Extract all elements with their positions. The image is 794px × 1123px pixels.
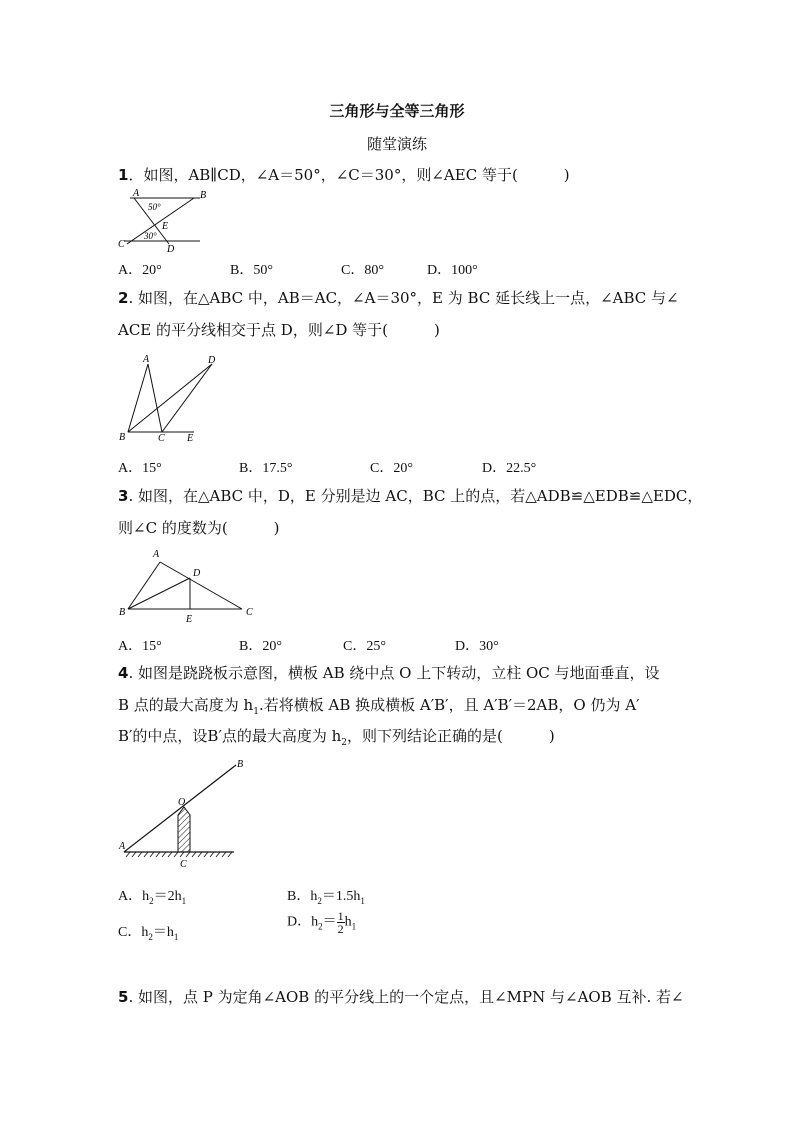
question-number: 2 xyxy=(118,289,129,307)
q3-option-a: A．15° xyxy=(118,639,162,654)
subscript: 2 xyxy=(341,738,348,748)
label-B: B xyxy=(119,432,126,443)
fraction-one-half: $\frac{1}{2}$ xyxy=(337,909,344,936)
answer-paren-close: ) xyxy=(273,519,280,537)
q3-option-b: B．20° xyxy=(239,639,282,654)
question-4-line-2 xyxy=(118,696,639,721)
answer-paren-close: ) xyxy=(563,166,570,184)
q4-option-b: B．$h_2=1.5h_1$ xyxy=(287,889,365,906)
question-3-line-2 xyxy=(118,519,280,537)
q2-figure xyxy=(114,352,220,444)
q2-option-d: D．22.5° xyxy=(482,461,537,476)
answer-paren-close: ) xyxy=(434,321,440,339)
label-A: A xyxy=(143,354,150,365)
label-B: B xyxy=(237,759,244,770)
question-text: ．如图，AB∥CD，∠A＝50°，∠C＝30°，则∠AEC 等于( xyxy=(128,166,518,184)
question-text: B′的中点，设B′点的最大高度为 h xyxy=(118,727,342,745)
page-title: 三角形与全等三角形 xyxy=(329,102,465,120)
q3-figure xyxy=(114,546,260,626)
label-A: A xyxy=(133,188,140,199)
label-C: C xyxy=(158,433,165,444)
q1-option-b: B．50° xyxy=(230,263,273,278)
label-B: B xyxy=(200,190,207,201)
q3-option-d: D．30° xyxy=(455,639,499,654)
q2-option-c: C．20° xyxy=(370,461,413,476)
question-5-line-1 xyxy=(118,988,684,1006)
subscript: 1 xyxy=(253,707,259,717)
question-text: 则∠C 的度数为( xyxy=(118,519,228,537)
question-text: . 如图是跷跷板示意图，横板 AB 绕中点 O 上下转动，立柱 OC 与地面垂直，设 xyxy=(128,664,660,682)
q4-option-c: C．$h_2=h_1$ xyxy=(118,925,179,942)
q4-option-a: A．$h_2=2h_1$ xyxy=(118,889,187,906)
question-1 xyxy=(118,166,570,184)
question-text: . 如图，在△ABC 中，D，E 分别是边 AC，BC 上的点，若△ADB≌△EDB≌△EDC， xyxy=(128,487,703,505)
q3-option-c: C．25° xyxy=(343,639,386,654)
label-D: D xyxy=(208,355,216,366)
question-text: ACE 的平分线相交于点 D，则∠D 等于( xyxy=(118,321,389,339)
page-subtitle: 随堂演练 xyxy=(366,135,427,153)
question-4-line-1 xyxy=(118,664,660,682)
q1-option-a: A．20° xyxy=(118,263,162,278)
question-4-line-3 xyxy=(118,727,555,752)
label-C: C xyxy=(246,607,253,618)
label-A: A xyxy=(153,549,160,560)
question-text: . 如图，点 P 为定角∠AOB 的平分线上的一个定点，且∠MPN 与∠AOB 互补. 若∠ xyxy=(128,988,684,1006)
question-2-line-1 xyxy=(118,289,679,307)
q4-seesaw-figure xyxy=(114,755,242,869)
label-B: B xyxy=(119,607,126,618)
angle-label-30: 30° xyxy=(144,231,157,241)
question-2-line-2 xyxy=(118,321,440,339)
question-text: ，则下列结论正确的是( xyxy=(347,727,503,745)
q1-option-c: C．80° xyxy=(341,263,384,278)
label-E: E xyxy=(162,221,169,232)
answer-paren-close: ) xyxy=(548,727,555,745)
question-text: B 点的最大高度为 h xyxy=(118,696,254,714)
q1-figure xyxy=(114,186,206,254)
question-number: 3 xyxy=(118,487,129,505)
label-E: E xyxy=(187,433,194,444)
q2-option-b: B．17.5° xyxy=(239,461,293,476)
q2-option-a: A．15° xyxy=(118,461,162,476)
label-E: E xyxy=(186,614,193,625)
question-text: .若将横板 AB 换成横板 A′B′，且 A′B′＝2AB，O 仍为 A′ xyxy=(258,696,640,714)
question-3-line-1 xyxy=(118,487,702,505)
question-text: . 如图，在△ABC 中，AB＝AC，∠A＝30°，E 为 BC 延长线上一点，∠ABC 与∠ xyxy=(128,289,679,307)
question-number: 1 xyxy=(118,166,129,184)
question-number: 4 xyxy=(118,664,129,682)
label-D: D xyxy=(167,244,175,255)
q4-option-d: D．$h_2=$ $\frac{1}{2}$ $h_1$ xyxy=(287,909,357,936)
question-number: 5 xyxy=(118,988,129,1006)
label-A: A xyxy=(119,841,126,852)
label-C: C xyxy=(118,239,125,250)
label-C: C xyxy=(180,859,187,870)
label-O: O xyxy=(178,797,186,808)
q1-option-d: D．100° xyxy=(427,263,478,278)
angle-label-50: 50° xyxy=(148,202,161,212)
label-D: D xyxy=(193,568,201,579)
